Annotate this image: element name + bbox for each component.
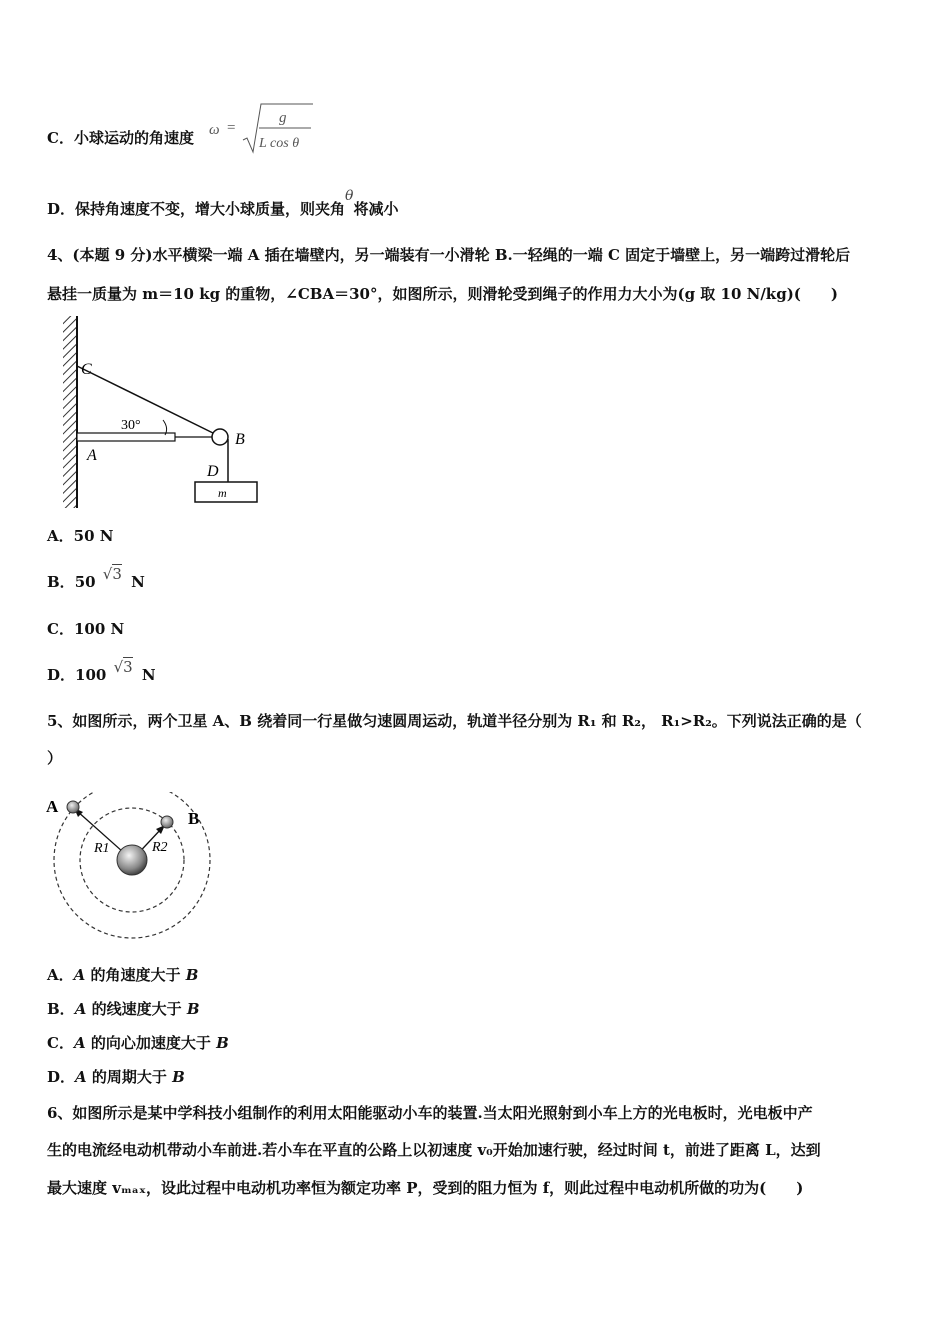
q5-orbit-figure: [44, 792, 224, 952]
label-m: m: [218, 486, 227, 500]
option-text: 的角速度大于: [90, 966, 181, 984]
fraction-numerator: g: [279, 110, 287, 126]
option-label: C．: [47, 1034, 74, 1052]
option-label: B．: [47, 573, 75, 591]
q4-option-d: [47, 658, 156, 685]
option-text: 的周期大于: [91, 1068, 167, 1086]
label-r2: R2: [152, 840, 168, 855]
q5-option-a: [47, 965, 198, 985]
option-text: 保持角速度不变，增大小球质量，则夹角: [75, 200, 346, 218]
option-subject: A: [73, 1034, 86, 1052]
omega-formula: [207, 100, 317, 158]
equals-sign: =: [227, 120, 236, 136]
label-a: A: [87, 447, 97, 464]
option-label: C．: [47, 129, 74, 147]
q3-option-d: [47, 188, 399, 220]
option-label: D．: [47, 1068, 76, 1086]
q4-stem-line-2: 悬挂一质量为 m＝10 kg 的重物，∠CBA＝30°，如图所示，则滑轮受到绳子的作用力大小为(g 取 10 N/kg)( ): [47, 285, 838, 303]
option-object: B: [172, 1068, 185, 1086]
satellite-b: [161, 816, 173, 828]
q3-option-c: [47, 128, 194, 148]
q4-option-b: [47, 565, 145, 592]
option-subject: A: [74, 1000, 87, 1018]
q6-stem-line-1: 6、如图所示是某中学科技小组制作的利用太阳能驱动小车的装置.当太阳光照射到小车上方的光电板时，光电板中产: [47, 1104, 813, 1122]
q4-stem-line-1: 4、(本题 9 分)水平横梁一端 A 插在墙壁内，另一端装有一小滑轮 B.一轻绳的一端 C 固定于墙壁上，另一端跨过滑轮后: [47, 246, 851, 264]
option-label: C．: [47, 620, 74, 638]
q6-stem-line-2: 生的电流经电动机带动小车前进.若小车在平直的公路上以初速度 v₀开始加速行驶，经过时间 t，前进了距离 L，达到: [47, 1141, 821, 1159]
option-text-end: 将减小: [353, 200, 399, 218]
q5-stem-line-1: 5、如图所示，两个卫星 A、B 绕着同一行星做匀速圆周运动，轨道半径分别为 R₁ 和 R₂， R₁>R₂。下列说法正确的是（: [47, 712, 862, 730]
q5-stem-line-2: ）: [47, 749, 63, 767]
option-label: D．: [47, 666, 76, 684]
planet: [117, 845, 147, 875]
option-label: A．: [47, 527, 74, 545]
option-text: 的向心加速度大于: [90, 1034, 211, 1052]
option-value: 50: [74, 573, 96, 591]
omega-symbol: ω: [209, 122, 220, 138]
pulley-b: [212, 429, 228, 445]
q5-option-b: [47, 999, 200, 1019]
satellite-a: [67, 801, 79, 813]
option-subject: A: [73, 966, 86, 984]
label-angle: 30°: [121, 418, 141, 433]
beam-ab: [77, 433, 175, 441]
option-text: 小球运动的角速度: [73, 129, 194, 147]
option-value: 100: [75, 666, 107, 684]
fraction-denominator: L cos θ: [259, 136, 300, 151]
q5-option-c: [47, 1033, 229, 1053]
label-c: C: [81, 361, 92, 378]
q6-stem-line-3: 最大速度 vₘₐₓ，设此过程中电动机功率恒为额定功率 P，受到的阻力恒为 f，则此过程中电动机所做的功为( ): [47, 1179, 804, 1197]
label-b: B: [188, 809, 200, 828]
sqrt-radicand: 3: [112, 565, 122, 583]
option-value: 100 N: [73, 620, 125, 638]
option-label: A．: [47, 966, 74, 984]
label-r1: R1: [94, 841, 110, 856]
rope-cb: [77, 366, 215, 434]
option-unit: N: [131, 573, 145, 591]
label-d: D: [207, 463, 219, 480]
q4-pulley-figure: [55, 314, 275, 510]
label-b: B: [235, 431, 245, 448]
q4-option-c: [47, 619, 124, 639]
option-subject: A: [75, 1068, 87, 1086]
option-value: 50 N: [73, 527, 114, 545]
option-object: B: [186, 1000, 200, 1018]
option-object: B: [216, 1034, 229, 1052]
wall-hatch: [63, 316, 77, 508]
q5-option-d: [47, 1067, 185, 1087]
sqrt-three: √3: [102, 565, 122, 583]
option-text: 的线速度大于: [91, 1000, 182, 1018]
label-a: A: [46, 797, 59, 816]
q4-option-a: [47, 526, 113, 546]
theta-symbol: θ: [345, 188, 354, 204]
sqrt-radicand: 3: [123, 658, 133, 676]
option-unit: N: [141, 666, 156, 684]
sqrt-three: √3: [113, 658, 133, 676]
option-label: D．: [47, 200, 76, 218]
option-label: B．: [47, 1000, 75, 1018]
option-object: B: [185, 966, 199, 984]
